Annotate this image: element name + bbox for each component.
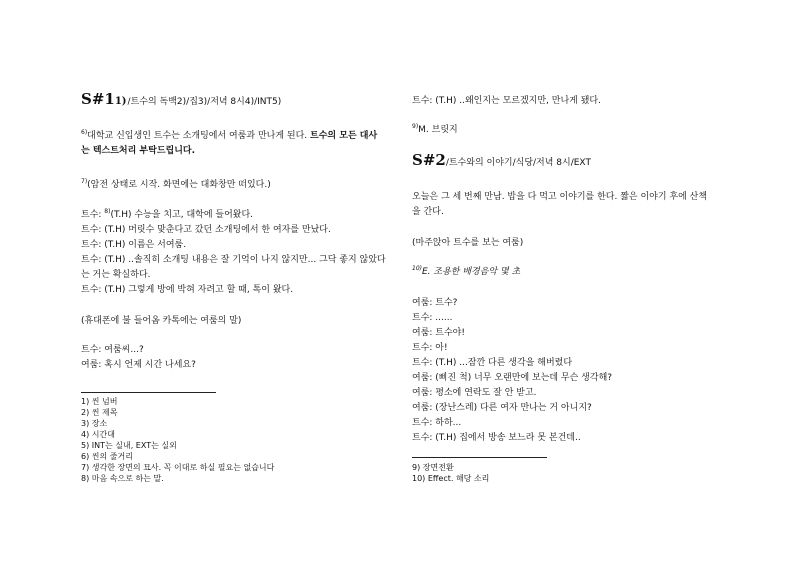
- scene-number: S#1: [81, 90, 115, 108]
- dialogue-line: 트수: 여룸씨...?: [81, 345, 144, 355]
- footnote: 10) Effect. 해당 소리: [412, 474, 490, 483]
- footnote: 3) 장소: [81, 419, 108, 428]
- dialogue-line: 트수: (T.H) 집에서 방송 보느라 못 본건데..: [412, 433, 581, 443]
- footnote: 9) 장면전환: [412, 463, 454, 472]
- dialogue-line: 여룸: (삐진 척) 너무 오랜만에 보는데 무슨 생각해?: [412, 373, 613, 383]
- footnote: 6) 씬의 줄거리: [81, 452, 133, 461]
- dialogue-line: 여룸: 혹시 언제 시간 나세요?: [81, 360, 196, 370]
- transition-cue: [412, 123, 458, 138]
- footnote-divider: [412, 457, 547, 458]
- dialogue-line: 트수: (T.H) 그렇게 방에 박혀 자려고 할 때, 톡이 왔다.: [81, 285, 294, 295]
- dialogue-line: 트수: 아!: [412, 343, 448, 353]
- scene-location-type: /INT: [254, 97, 273, 107]
- scene-heading-1: S#1 1) /트수의 독백 2) /집 3) /저녁 8시 4) /INT 5): [81, 90, 282, 108]
- dialogue-line: 트수: 하하...: [412, 418, 462, 428]
- dialogue-block-1: [81, 208, 386, 298]
- dialogue-block-2: [81, 343, 196, 373]
- dialogue-line: 여룸: 평소에 연락도 잘 안 받고.: [412, 388, 537, 398]
- dialogue-line: 트수: (T.H) ..왜인지는 모르겠지만, 만나게 됐다.: [412, 96, 601, 106]
- scene-heading-2: [412, 153, 591, 171]
- line-text: (T.H) 수능을 치고, 대학에 들어왔다.: [110, 210, 254, 220]
- stage-direction: (마주앉아 트수를 보는 여룸): [412, 238, 524, 248]
- footnote: 5) INT는 실내, EXT는 실외: [81, 441, 177, 450]
- phone-note: (휴대폰에 불 들어옴 카톡에는 여룸의 말): [81, 316, 242, 326]
- effect-text: E. 조용한 배경음악 몇 초: [421, 267, 521, 277]
- footnote-ref: 8): [104, 208, 111, 215]
- scene-title: /트수의 독백: [127, 97, 177, 107]
- direction-text: (암전 상태로 시작. 화면에는 대화창만 떠있다.): [87, 180, 271, 190]
- footnote: 7) 생각한 장면의 묘사. 꼭 이대로 하실 필요는 없습니다: [81, 463, 275, 472]
- dialogue-line: 여룸: 트수?: [412, 298, 458, 308]
- dialogue-line: 트수: (T.H) 머릿수 맞춘다고 갔던 소개팅에서 한 여자를 만났다.: [81, 225, 331, 235]
- scene-info: /트수와의 이야기/식당/저녁 8시/EXT: [445, 158, 591, 168]
- footnotes-left: [81, 396, 274, 484]
- description-bold-note: 트수의 모든 대사는 텍스트처리 부탁드립니다.: [81, 131, 378, 156]
- sound-effect-cue: [412, 265, 520, 280]
- footnote-ref: 6): [81, 129, 88, 136]
- scene-summary: 오늘은 그 세 번째 만남. 밥을 다 먹고 이야기를 한다. 짧은 이야기 후에 산책을 간다.: [412, 192, 708, 217]
- footnote: 2) 씬 제목: [81, 408, 118, 417]
- scene-number: S#2: [412, 151, 446, 169]
- speaker: 트수:: [81, 210, 105, 220]
- scene-description: [81, 129, 381, 159]
- footnote-ref: 7): [81, 178, 88, 185]
- footnote-ref: 9): [412, 123, 419, 130]
- scene-place: /집: [186, 97, 198, 107]
- transition-text: M. 브릿지: [418, 125, 458, 135]
- scene-time: /저녁 8시: [207, 97, 245, 107]
- dialogue-line: 트수: (T.H) 이름은 서여룸.: [81, 240, 187, 250]
- footnote: 8) 마음 속으로 하는 말.: [81, 474, 164, 483]
- dialogue-block: [412, 296, 612, 446]
- dialogue-line: 트수: ......: [412, 313, 453, 323]
- footnote: 4) 시간대: [81, 430, 115, 439]
- footnotes-right: [412, 462, 489, 484]
- dialogue-line: [81, 208, 386, 223]
- dialogue-line: 트수: (T.H) ..솔직히 소개팅 내용은 잘 기억이 나지 않지만... 그닥 좋지 않았다는 거는 확실하다.: [81, 255, 386, 280]
- stage-direction: [81, 178, 271, 193]
- footnote-ref: 10): [412, 265, 422, 272]
- dialogue-line: 여룸: 트수야!: [412, 328, 465, 338]
- footnote: 1) 씬 넘버: [81, 397, 118, 406]
- description-text: 대학교 신입생인 트수는 소개팅에서 여룸과 만나게 된다.: [87, 131, 311, 141]
- footnote-divider: [81, 392, 216, 393]
- dialogue-line: 트수: (T.H) ...잠깐 다른 생각을 해버렸다: [412, 358, 573, 368]
- dialogue-line: 여룸: (장난스레) 다른 여자 만나는 거 아니지?: [412, 403, 592, 413]
